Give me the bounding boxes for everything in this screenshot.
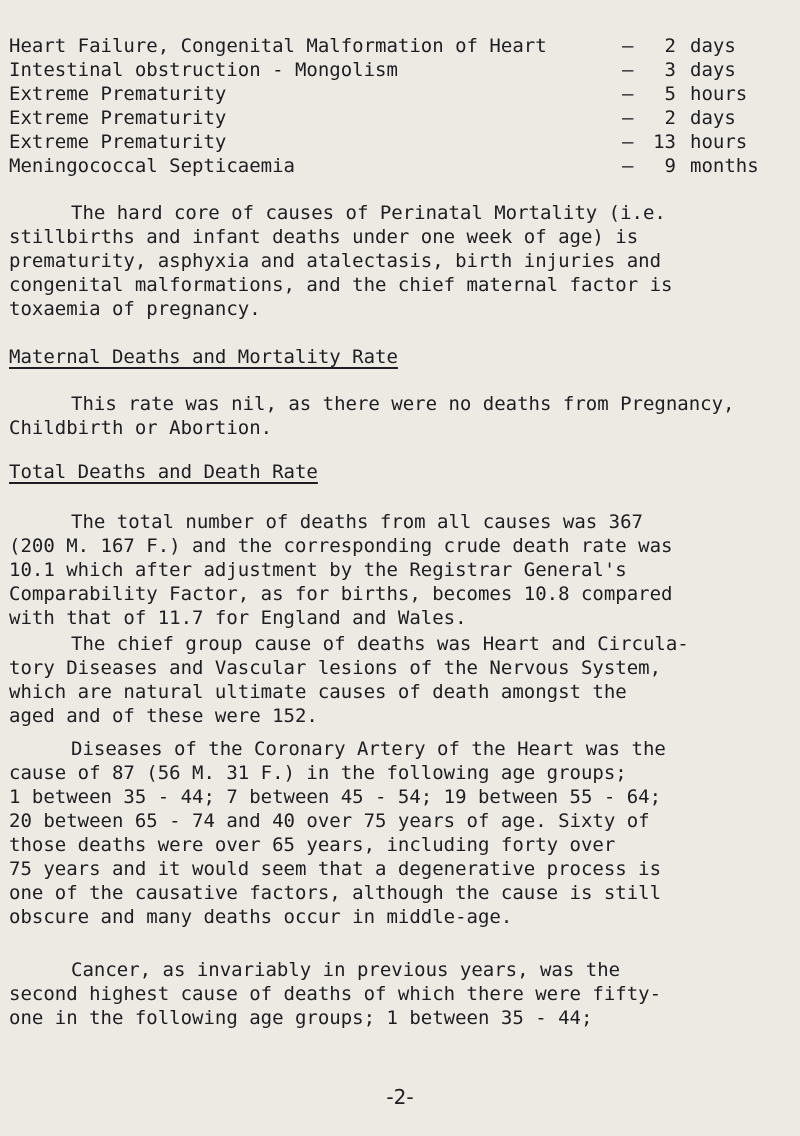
text-line: (200 M. 167 F.) and the corresponding crude death rate was: [9, 535, 673, 557]
text-line: one in the following age groups; 1 between 35 - 44;: [9, 1007, 593, 1029]
text-line: The chief group cause of deaths was Heart and Circula-: [71, 633, 689, 655]
cause-dash: –: [622, 59, 634, 81]
text-line: 1 between 35 - 44; 7 between 45 - 54; 19 between 55 - 64;: [9, 786, 662, 808]
text-line: 10.1 which after adjustment by the Registrar General's: [9, 559, 627, 581]
cause-row: [9, 34, 789, 58]
coronary-paragraph: [9, 737, 799, 929]
text-line: Cancer, as invariably in previous years, was the: [71, 959, 621, 981]
maternal-paragraph: [9, 392, 799, 440]
cause-row: [9, 82, 789, 106]
cause-duration: 5: [664, 83, 676, 105]
text-line: congenital malformations, and the chief maternal factor is: [9, 274, 673, 296]
page-number: -2-: [386, 1085, 414, 1109]
cause-dash: –: [622, 83, 634, 105]
cause-name: Extreme Prematurity: [9, 107, 227, 129]
cause-dash: –: [622, 155, 634, 177]
causes-list: [9, 34, 789, 178]
text-line: Childbirth or Abortion.: [9, 417, 273, 439]
cause-unit: days: [690, 35, 736, 57]
cause-name: Extreme Prematurity: [9, 83, 227, 105]
cause-dash: –: [622, 131, 634, 153]
cause-duration: 13: [653, 131, 676, 153]
text-line: one of the causative factors, although the cause is still: [9, 882, 662, 904]
cause-dash: –: [622, 107, 634, 129]
text-line: obscure and many deaths occur in middle-age.: [9, 906, 513, 928]
text-line: aged and of these were 152.: [9, 705, 318, 727]
text-line: Diseases of the Coronary Artery of the Heart was the: [71, 738, 666, 760]
cause-name: Extreme Prematurity: [9, 131, 227, 153]
cause-row: [9, 58, 789, 82]
text-line: with that of 11.7 for England and Wales.: [9, 607, 467, 629]
cause-unit: hours: [690, 131, 748, 153]
total-deaths-heading: Total Deaths and Death Rate: [9, 461, 318, 483]
cause-row: [9, 106, 789, 130]
text-line: which are natural ultimate causes of death amongst the: [9, 681, 627, 703]
cause-duration: 2: [664, 107, 676, 129]
cause-row: [9, 154, 789, 178]
cause-duration: 2: [664, 35, 676, 57]
cause-unit: hours: [690, 83, 748, 105]
cause-duration: 9: [664, 155, 676, 177]
cause-name: Meningococcal Septicaemia: [9, 155, 295, 177]
cause-dash: –: [622, 35, 634, 57]
cause-name: Heart Failure, Congenital Malformation of Heart: [9, 35, 547, 57]
cancer-paragraph: [9, 958, 799, 1030]
text-line: Comparability Factor, as for births, becomes 10.8 compared: [9, 583, 673, 605]
text-line: The hard core of causes of Perinatal Mortality (i.e.: [71, 202, 666, 224]
maternal-heading: Maternal Deaths and Mortality Rate: [9, 346, 398, 368]
text-line: tory Diseases and Vascular lesions of the Nervous System,: [9, 657, 662, 679]
perinatal-paragraph: [9, 201, 799, 321]
text-line: This rate was nil, as there were no deaths from Pregnancy,: [71, 393, 735, 415]
cause-name: Intestinal obstruction - Mongolism: [9, 59, 398, 81]
text-line: cause of 87 (56 M. 31 F.) in the following age groups;: [9, 762, 627, 784]
text-line: toxaemia of pregnancy.: [9, 298, 261, 320]
cause-row: [9, 130, 789, 154]
text-line: second highest cause of deaths of which there were fifty-: [9, 983, 662, 1005]
chief-cause-paragraph: [9, 632, 799, 728]
text-line: prematurity, asphyxia and atalectasis, birth injuries and: [9, 250, 662, 272]
cause-unit: months: [690, 155, 759, 177]
text-line: 75 years and it would seem that a degenerative process is: [9, 858, 662, 880]
text-line: The total number of deaths from all causes was 367: [71, 511, 643, 533]
cause-duration: 3: [664, 59, 676, 81]
text-line: those deaths were over 65 years, including forty over: [9, 834, 616, 856]
cause-unit: days: [690, 107, 736, 129]
text-line: 20 between 65 - 74 and 40 over 75 years of age. Sixty of: [9, 810, 650, 832]
cause-unit: days: [690, 59, 736, 81]
text-line: stillbirths and infant deaths under one week of age) is: [9, 226, 639, 248]
total-deaths-paragraph: [9, 510, 799, 630]
